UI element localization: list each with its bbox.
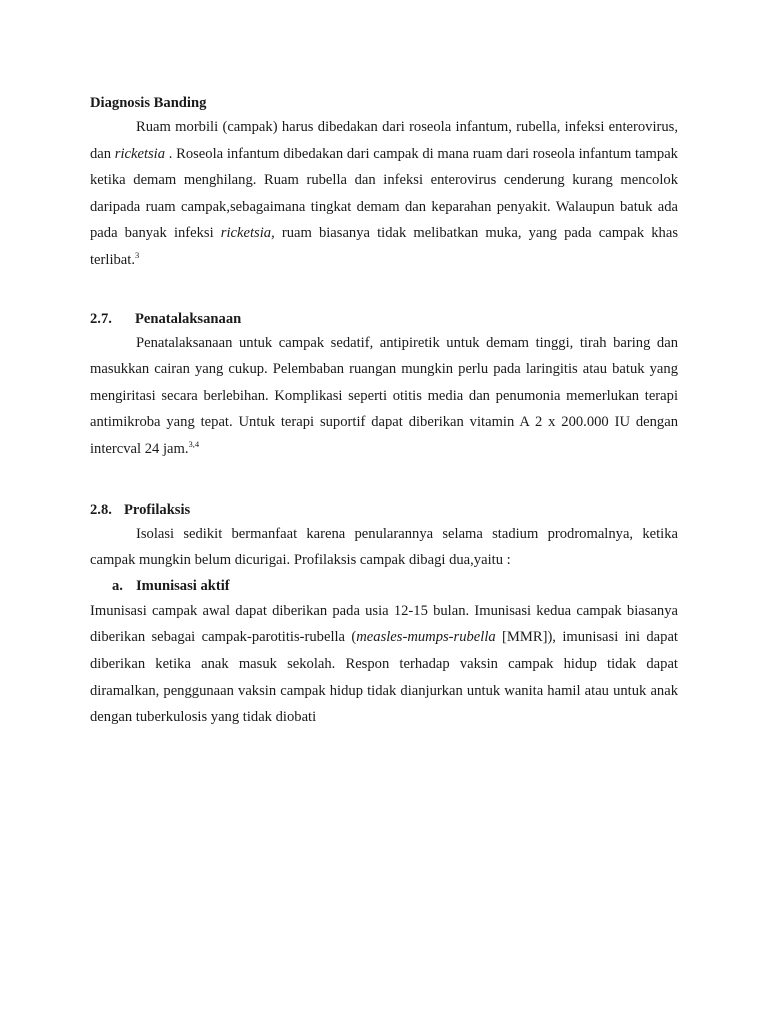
text-segment: Isolasi sedikit bermanfaat karena penularannya selama stadium prodromalnya, ketika campak mungkin belum dicurigai. Profilaksis campak dibagi dua,yaitu : xyxy=(90,525,678,569)
section-title: Penatalaksanaan xyxy=(135,310,242,327)
text-segment: Imunisasi campak awal dapat diberikan pada usia 12-15 bulan. Imunisasi kedua campak biasanya diberikan sebagai campak-parotitis-rubella ( xyxy=(90,602,678,646)
italic-term: measles-mumps-rubella xyxy=(356,629,496,646)
heading-diagnosis-banding: Diagnosis Banding xyxy=(90,95,207,111)
italic-term: ricketsia xyxy=(220,225,272,242)
list-letter: a. xyxy=(112,577,123,594)
document-page xyxy=(90,92,678,731)
section-title: Profilaksis xyxy=(124,501,191,518)
citation-superscript: 3,4 xyxy=(188,438,200,449)
text-segment: Penatalaksanaan untuk campak sedatif, antipiretik untuk demam tinggi, tirah baring dan masukkan cairan yang cukup. Pelembaban ruangan mungkin perlu pada laringitis atau batuk yang mengiritasi secara berlebihan. Komplikasi seperti otitis media dan penumonia memerlukan terapi antimikroba yang tepat. Untuk terapi suportif dapat diberikan vitamin A 2 x 200.000 IU dengan intercval 24 jam. xyxy=(90,334,678,457)
section-number: 2.7. xyxy=(90,310,112,327)
heading-penatalaksanaan xyxy=(90,308,678,330)
text-segment: Ruam morbili (campak) harus dibedakan dari roseola infantum, rubella, infeksi enterovirus, dan xyxy=(90,119,678,162)
paragraph-diagnosis-banding xyxy=(90,114,678,274)
text-segment: . Roseola infantum dibedakan dari campak di mana ruam dari roseola infantum tampak ketika demam menghilang. Ruam rubella dan infeksi enterovirus cenderung kurang mencolok daripada ruam campak,sebagaimana tingkat demam dan keparahan penyakit. Walaupun batuk ada pada banyak infeksi xyxy=(90,145,678,242)
section-spacer xyxy=(90,463,678,499)
heading-profilaksis xyxy=(90,499,678,521)
paragraph-imunisasi-aktif xyxy=(90,598,678,731)
italic-term: ricketsia xyxy=(114,145,166,162)
text-segment: , ruam biasanya tidak melibatkan muka, yang pada campak khas terlibat. xyxy=(90,225,679,268)
citation-superscript: 3 xyxy=(134,249,140,260)
subheading-imunisasi-aktif xyxy=(90,574,678,598)
section-spacer xyxy=(90,274,678,308)
section-number: 2.8. xyxy=(90,501,112,518)
paragraph-profilaksis xyxy=(90,521,678,574)
subheading-title: Imunisasi aktif xyxy=(136,577,230,594)
paragraph-penatalaksanaan xyxy=(90,330,678,463)
text-segment: [MMR]), imunisasi ini dapat diberikan ketika anak masuk sekolah. Respon terhadap vaksin campak hidup tidak dapat diramalkan, penggunaan vaksin campak hidup tidak dianjurkan untuk wanita hamil atau untuk anak dengan tuberkulosis yang tidak diobati xyxy=(90,629,678,726)
